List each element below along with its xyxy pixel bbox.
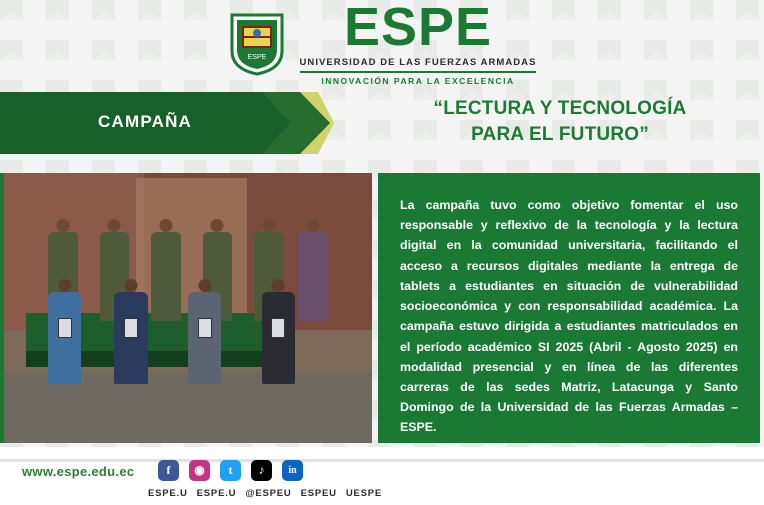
description-text: La campaña tuvo como objetivo fomentar el uso responsable y reflexivo de la tecnología y la lectura digital en la comunidad universitaria, facilitando el acceso a recursos digitales mediante la entrega de tablets a estudiantes en situación de vulnerabilidad socioeconómica y con responsabilidad académica. La campaña estuvo dirigida a estudiantes matriculados en el período académico SI 2025 (Abril - Agosto 2025) en modalidad presencial y en línea de las diferentes carreras de las sedes Matriz, Latacunga y Santo Domingo de la Universidad de las Fuerzas Armadas – ESPE.: [400, 198, 738, 435]
handle-facebook: ESPE.U: [148, 488, 188, 499]
website-url[interactable]: www.espe.edu.ec: [22, 464, 135, 479]
photo-student: [262, 292, 295, 384]
facebook-icon[interactable]: f: [158, 460, 179, 481]
handle-instagram: ESPE.U: [196, 488, 237, 499]
footer: [0, 447, 764, 505]
social-icons: [158, 460, 303, 481]
handle-twitter: @ESPEU: [245, 488, 292, 499]
tiktok-icon[interactable]: ♪: [251, 460, 272, 481]
photo-officer: [151, 232, 180, 321]
linkedin-icon[interactable]: in: [282, 460, 303, 481]
espe-logotype: [300, 2, 537, 85]
header: [0, 0, 764, 88]
handle-linkedin: UESPE: [345, 488, 383, 499]
svg-text:ESPE: ESPE: [247, 54, 266, 61]
instagram-icon[interactable]: ◉: [189, 460, 210, 481]
social-handles: [148, 488, 382, 499]
photo-student: [188, 292, 221, 384]
campaign-label: CAMPAÑA: [98, 112, 193, 131]
campaign-title-line-2: PARA EL FUTURO”: [471, 123, 649, 145]
espe-shield-icon: [228, 11, 286, 77]
espe-subtitle-2: INNOVACIÓN PARA LA EXCELENCIA: [321, 75, 515, 86]
photo-officer: [298, 232, 327, 321]
description-panel: [378, 173, 760, 443]
espe-wordmark: ESPE: [343, 0, 493, 58]
twitter-icon[interactable]: t: [220, 460, 241, 481]
handle-tiktok: ESPEU: [300, 488, 337, 499]
campaign-title-line-1: “LECTURA Y TECNOLOGÍA: [433, 98, 687, 119]
espe-subtitle-1: UNIVERSIDAD DE LAS FUERZAS ARMADAS: [299, 56, 537, 68]
event-photo: [4, 173, 372, 443]
campaign-title: [360, 96, 760, 147]
photo-student: [114, 292, 147, 384]
photo-student: [48, 292, 81, 384]
espe-divider: [300, 71, 537, 73]
